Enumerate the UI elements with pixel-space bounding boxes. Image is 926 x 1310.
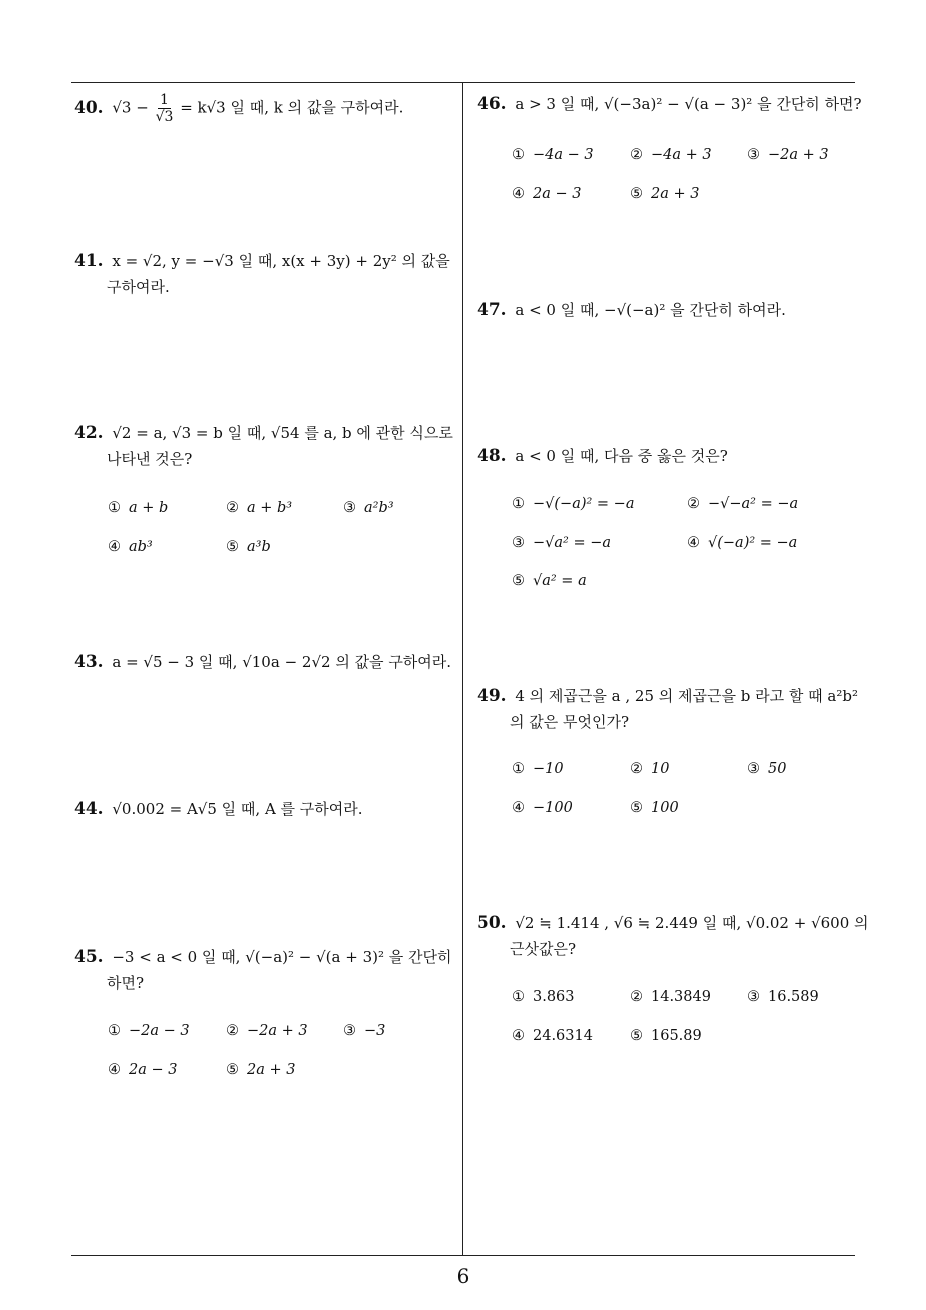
problem-number: 41. <box>74 251 104 271</box>
problem-text-continued: 하면? <box>107 974 145 992</box>
problem-number: 47. <box>477 300 507 320</box>
choice-5[interactable]: ⑤ a³b <box>226 539 271 555</box>
choice-5[interactable]: ⑤ 2a + 3 <box>226 1062 296 1078</box>
problem-49 <box>477 683 858 735</box>
choice-3[interactable]: ③ −2a + 3 <box>747 147 829 163</box>
choice-1[interactable]: ① 3.863 <box>512 989 575 1005</box>
problem-number: 42. <box>74 423 104 443</box>
problem-44 <box>74 796 363 822</box>
problem-42 <box>74 420 453 472</box>
problem-number: 43. <box>74 652 104 672</box>
top-rule <box>71 82 855 83</box>
choice-5[interactable]: ⑤ √a² = a <box>512 573 587 589</box>
problem-text: √0.002 = A√5 일 때, A 를 구하여라. <box>112 800 363 818</box>
choice-1[interactable]: ① −4a − 3 <box>512 147 594 163</box>
choice-3[interactable]: ③ a²b³ <box>343 500 394 516</box>
choice-2[interactable]: ② 14.3849 <box>630 989 711 1005</box>
choice-1[interactable]: ① −√(−a)² = −a <box>512 496 635 512</box>
problem-number: 46. <box>477 94 507 114</box>
column-divider <box>462 82 463 1256</box>
problem-text: a > 3 일 때, √(−3a)² − √(a − 3)² 을 간단히 하면? <box>515 95 862 113</box>
problem-number: 44. <box>74 799 104 819</box>
choice-1[interactable]: ① −10 <box>512 761 564 777</box>
problem-text: √2 ≒ 1.414 , √6 ≒ 2.449 일 때, √0.02 + √600 의 <box>515 914 869 932</box>
problem-45 <box>74 944 451 996</box>
problem-47 <box>477 297 786 323</box>
fraction <box>156 92 174 125</box>
problem-number: 40. <box>74 97 104 118</box>
fraction-numerator: 1 <box>160 92 169 108</box>
problem-43 <box>74 649 451 675</box>
problem-text: 4 의 제곱근을 a , 25 의 제곱근을 b 라고 할 때 a²b² <box>515 687 858 705</box>
choice-5[interactable]: ⑤ 165.89 <box>630 1028 702 1044</box>
choice-4[interactable]: ④ 2a − 3 <box>512 186 582 202</box>
choice-5[interactable]: ⑤ 100 <box>630 800 679 816</box>
choice-1[interactable]: ① −2a − 3 <box>108 1023 190 1039</box>
bottom-rule <box>71 1255 855 1256</box>
choice-2[interactable]: ② −4a + 3 <box>630 147 712 163</box>
choice-4[interactable]: ④ 2a − 3 <box>108 1062 178 1078</box>
choice-2[interactable]: ② a + b³ <box>226 500 293 516</box>
problem-text: a = √5 − 3 일 때, √10a − 2√2 의 값을 구하여라. <box>112 653 452 671</box>
choice-5[interactable]: ⑤ 2a + 3 <box>630 186 700 202</box>
problem-text: √2 = a, √3 = b 일 때, √54 를 a, b 에 관한 식으로 <box>112 424 453 442</box>
choice-3[interactable]: ③ 16.589 <box>747 989 819 1005</box>
problem-number: 50. <box>477 913 507 933</box>
problem-number: 49. <box>477 686 507 706</box>
problem-48 <box>477 443 728 469</box>
choice-2[interactable]: ② −2a + 3 <box>226 1023 308 1039</box>
choice-2[interactable]: ② −√−a² = −a <box>687 496 799 512</box>
page-number: 6 <box>456 1264 470 1288</box>
choice-1[interactable]: ① a + b <box>108 500 169 516</box>
problem-41 <box>74 248 450 300</box>
problem-text: a < 0 일 때, −√(−a)² 을 간단히 하여라. <box>515 301 786 319</box>
choice-4[interactable]: ④ ab³ <box>108 539 153 555</box>
problem-text-continued: 근삿값은? <box>510 940 577 958</box>
problem-text-continued: 의 값은 무엇인가? <box>510 713 630 731</box>
problem-number: 45. <box>74 947 104 967</box>
problem-40 <box>74 92 403 125</box>
choice-3[interactable]: ③ −3 <box>343 1023 386 1039</box>
problem-50 <box>477 910 869 962</box>
problem-number: 48. <box>477 446 507 466</box>
problem-text-continued: 구하여라. <box>107 278 170 296</box>
problem-text: a < 0 일 때, 다음 중 옳은 것은? <box>515 447 728 465</box>
problem-text: √3 − <box>112 98 149 117</box>
choice-4[interactable]: ④ 24.6314 <box>512 1028 593 1044</box>
choice-4[interactable]: ④ √(−a)² = −a <box>687 535 798 551</box>
problem-text: = k√3 일 때, k 의 값을 구하여라. <box>180 98 404 117</box>
problem-text: x = √2, y = −√3 일 때, x(x + 3y) + 2y² 의 값을 <box>112 252 450 270</box>
fraction-denominator: √3 <box>155 109 174 125</box>
choice-2[interactable]: ② 10 <box>630 761 670 777</box>
problem-46 <box>477 91 862 117</box>
problem-text: −3 < a < 0 일 때, √(−a)² − √(a + 3)² 을 간단히 <box>112 948 452 966</box>
choice-3[interactable]: ③ 50 <box>747 761 787 777</box>
choice-3[interactable]: ③ −√a² = −a <box>512 535 612 551</box>
problem-text-continued: 나타낸 것은? <box>107 450 193 468</box>
choice-4[interactable]: ④ −100 <box>512 800 573 816</box>
